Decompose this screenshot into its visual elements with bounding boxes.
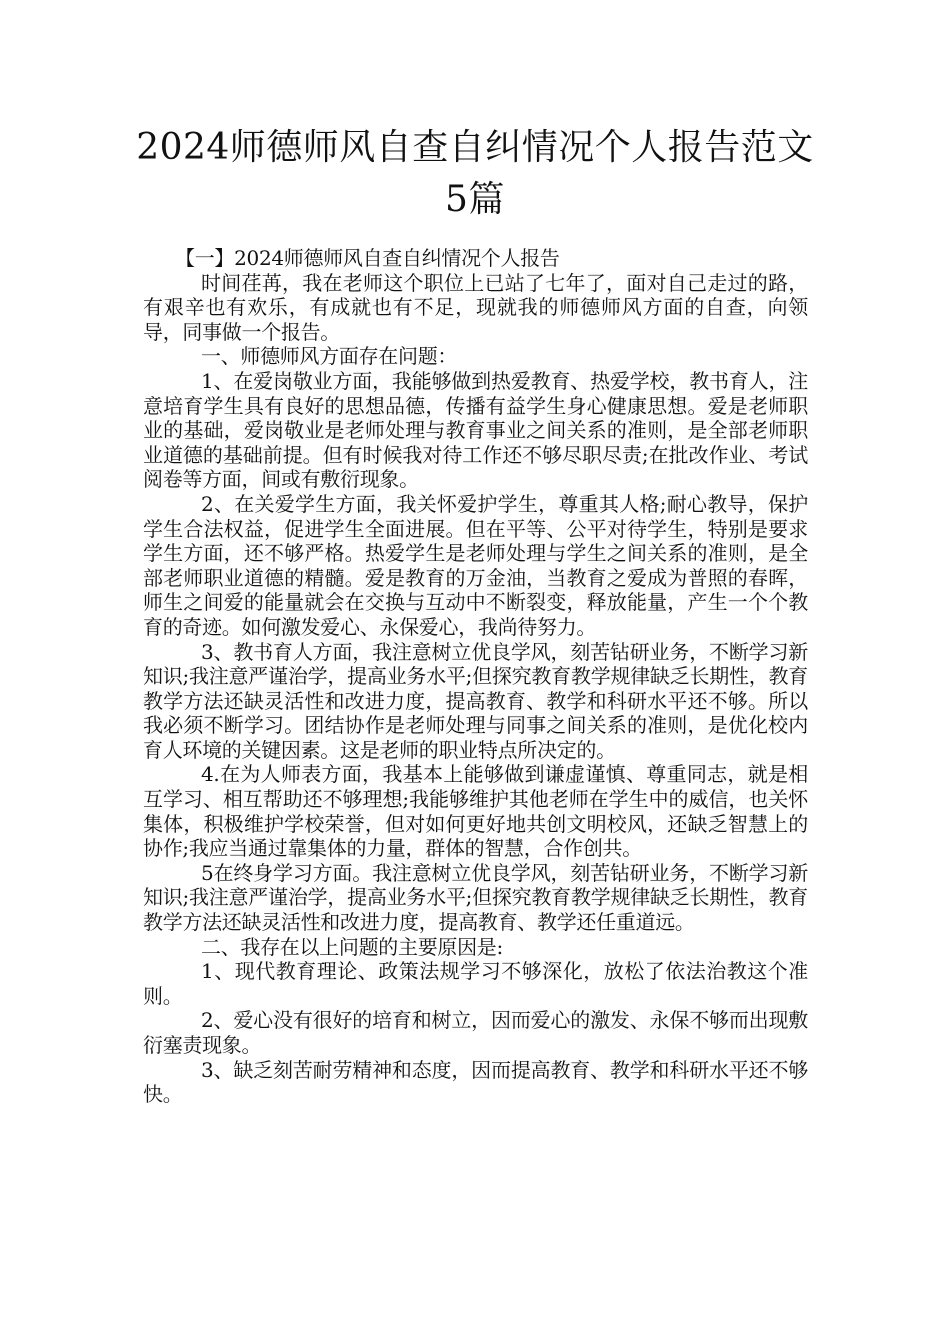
paragraph-problem-5: 5在终身学习方面。我注意树立优良学风，刻苦钻研业务，不断学习新知识;我注意严谨治学，提高业务水平;但探究教育教学规律缺乏长期性，教育教学方法还缺灵活性和改进力度，提高教育、教学还任重道远。 [143,860,808,935]
section-heading: 【一】2024师德师风自查自纠情况个人报告 [175,246,560,270]
paragraph-problem-2: 2、在关爱学生方面，我关怀爱护学生，尊重其人格;耐心教导，保护学生合法权益，促进学生全面进展。但在平等、公平对待学生，特别是要求学生方面，还不够严格。热爱学生是老师处理与学生之间关系的准则，是全部老师职业道德的精髓。爱是教育的万金油，当教育之爱成为普照的春晖，师生之间爱的能量就会在交换与互动中不断裂变，释放能量，产生一个个教育的奇迹。如何激发爱心、永保爱心，我尚待努力。 [143,491,808,639]
document-body [143,246,808,1107]
paragraph-problem-4: 4.在为人师表方面，我基本上能够做到谦虚谨慎、尊重同志，就是相互学习、相互帮助还不够理想;我能够维护其他老师在学生中的威信，也关怀集体，积极维护学校荣誉，但对如何更好地共创文明校风，还缺乏智慧上的协作;我应当通过靠集体的力量，群体的智慧，合作创共。 [143,762,808,861]
paragraph-cause-3: 3、缺乏刻苦耐劳精神和态度，因而提高教育、教学和科研水平还不够快。 [143,1057,808,1107]
paragraph-problem-1: 1、在爱岗敬业方面，我能够做到热爱教育、热爱学校，教书育人，注意培育学生具有良好的思想品德，传播有益学生身心健康思想。爱是老师职业的基础，爱岗敬业是老师处理与教育事业之间关系的准则，是全部老师职业道德的基础前提。但有时候我对待工作还不够尽职尽责;在批改作业、考试阅卷等方面，间或有敷衍现象。 [143,368,808,492]
subheading-problems: 一、师德师风方面存在问题： [201,344,458,369]
paragraph-intro: 时间荏苒，我在老师这个职位上已站了七年了，面对自己走过的路，有艰辛也有欢乐，有成就也有不足，现就我的师德师风方面的自查，向领导，同事做一个报告。 [143,270,808,344]
document-title [120,122,830,226]
title-line-2: 5篇 [445,179,505,220]
title-line-1: 2024师德师风自查自纠情况个人报告范文 [136,127,814,168]
paragraph-cause-1: 1、现代教育理论、政策法规学习不够深化，放松了依法治教这个准则。 [143,959,808,1008]
paragraph-problem-3: 3、教书育人方面，我注意树立优良学风，刻苦钻研业务，不断学习新知识;我注意严谨治学，提高业务水平;但探究教育教学规律缺乏长期性，教育教学方法还缺灵活性和改进力度，提高教育、教学和科研水平还不够。所以我必须不断学习。团结协作是老师处理与同事之间关系的准则，是优化校内育人环境的关键因素。这是老师的职业特点所决定的。 [143,639,808,762]
paragraph-cause-2: 2、爱心没有很好的培育和树立，因而爱心的激发、永保不够而出现敷衍塞责现象。 [143,1008,808,1057]
subheading-causes: 二、我存在以上问题的主要原因是: [201,934,503,959]
